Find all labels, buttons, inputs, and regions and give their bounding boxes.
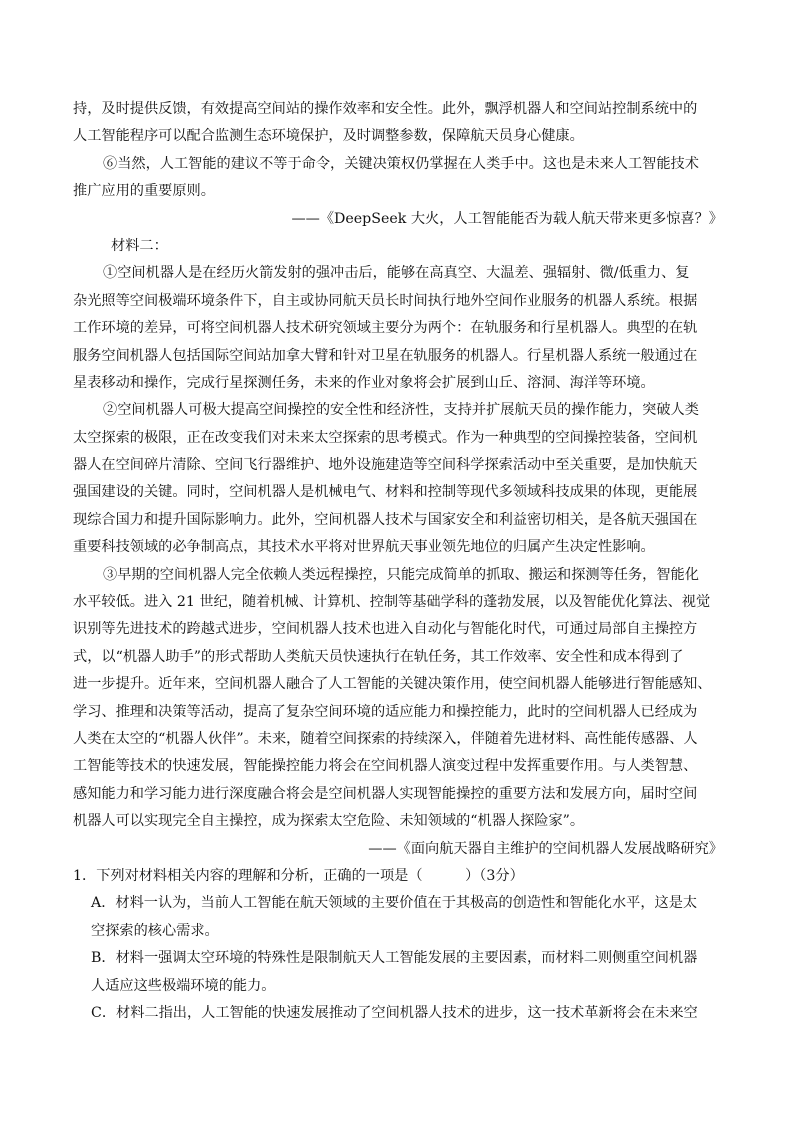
text-line: 感知能力和学习能力进行深度融合将会是空间机器人实现智能操控的重要方法和发展方向，届时空间 [73,785,698,802]
paragraph [73,562,723,836]
text-line: 器人在空间碎片清除、空间飞行器维护、地外设施建造等空间科学探索活动中至关重要，是加快航天 [73,457,698,474]
text-line: 式，以“机器人助手”的形式帮助人类航天员快速执行在轨任务，其工作效率、安全性和成本得到了 [73,648,684,665]
text-line: 机器人可以实现完全自主操控，成为探索太空危险、未知领域的“机器人探险家”。 [73,813,585,830]
paragraph [73,260,723,397]
text-line: 重要科技领域的必争制高点，其技术水平将对世界航天事业领先地位的归属产生决定性影响。 [73,539,655,556]
text-line: 服务空间机器人包括国际空间站加拿大臂和针对卫星在轨服务的机器人。行星机器人系统一般通过在 [73,347,698,364]
text-line: 持，及时提供反馈，有效提高空间站的操作效率和安全性。此外，飘浮机器人和空间站控制系统中的 [73,101,698,117]
text-line: ①空间机器人是在经历火箭发射的强冲击后，能够在高真空、大温差、强辐射、微/低重力、复 [103,265,690,282]
section-label: 材料二： [111,237,168,254]
option-line: 人适应这些极端环境的能力。 [91,977,276,994]
text-line: 人类在太空的“机器人伙伴”。未来，随着空间探索的持续深入，伴随着先进材料、高性能传感器、人 [73,730,698,747]
text-line: ⑥当然，人工智能的建议不等于命令，关键决策权仍掌握在人类手中。这也是未来人工智能技术 [103,155,699,172]
option-b [73,945,723,1000]
material1-tail [73,96,723,233]
text-line: 人工智能程序可以配合监测生态环境保护，及时调整参数，保障航天员身心健康。 [73,128,584,145]
text-line: 太空探索的极限，正在改变我们对未来太空探索的思考模式。作为一种典型的空间操控装备，空间机 [73,429,698,446]
text-line: 识别等先进技术的跨越式进步，空间机器人技术也进入自动化与智能化时代，可通过局部自主操控方 [73,621,698,638]
source-citation: ——《面向航天器自主维护的空间机器人发展战略研究》 [368,840,723,857]
text-line: 星表移动和操作，完成行星探测任务，未来的作业对象将会扩展到山丘、溶洞、海洋等环境。 [73,374,655,391]
paragraph [73,397,723,561]
text-line: 现综合国力和提升国际影响力。此外，空间机器人技术与国家安全和利益密切相关，是各航天强国在 [73,511,698,528]
text-line: 工智能等技术的快速发展，智能操控能力将会在空间机器人演变过程中发挥重要作用。与人类智慧、 [73,758,698,775]
text-line: 进一步提升。近年来，空间机器人融合了人工智能的关键决策作用，使空间机器人能够进行智能感知、 [73,676,712,693]
option-line: C．材料二指出，人工智能的快速发展推动了空间机器人技术的进步，这一技术革新将会在未来空 [91,1004,698,1021]
text-line: 杂光照等空间极端环境条件下，自主或协同航天员长时间执行地外空间作业服务的机器人系统。根据 [73,292,698,309]
text-line: 水平较低。进入 21 世纪，随着机械、计算机、控制等基础学科的蓬勃发展，以及智能优化算法、视觉 [73,594,711,611]
question-stem: 1．下列对材料相关内容的理解和分析，正确的一项是（ ）（3分） [73,867,524,884]
text-line: ②空间机器人可极大提高空间操控的安全性和经济性，支持并扩展航天员的操作能力，突破人类 [103,402,699,419]
text-line: 强国建设的关键。同时，空间机器人是机械电气、材料和控制等现代多领域科技成果的体现，更能展 [73,484,698,501]
question-1 [73,863,723,1027]
text-line: ③早期的空间机器人完全依赖人类远程操控，只能完成简单的抓取、搬运和探测等任务，智能化 [103,566,699,583]
text-line: 推广应用的重要原则。 [73,183,215,200]
material2 [73,233,723,863]
option-line: B．材料一强调太空环境的特殊性是限制航天人工智能发展的主要因素，而材料二则侧重空间机器 [91,950,698,967]
option-line: 空探索的核心需求。 [91,922,219,939]
text-line: 工作环境的差异，可将空间机器人技术研究领域主要分为两个：在轨服务和行星机器人。典型的在轨 [73,320,698,337]
option-a [73,890,723,945]
option-line: A．材料一认为，当前人工智能在航天领域的主要价值在于其极高的创造性和智能化水平，这是太 [91,895,698,912]
document-page [73,96,723,1027]
source-citation: ——《DeepSeek 大火，人工智能能否为载人航天带来更多惊喜？》 [291,210,723,227]
text-line: 学习、推理和决策等活动，提高了复杂空间环境的适应能力和操控能力，此时的空间机器人已经成为 [73,703,698,720]
option-c [73,1000,723,1027]
